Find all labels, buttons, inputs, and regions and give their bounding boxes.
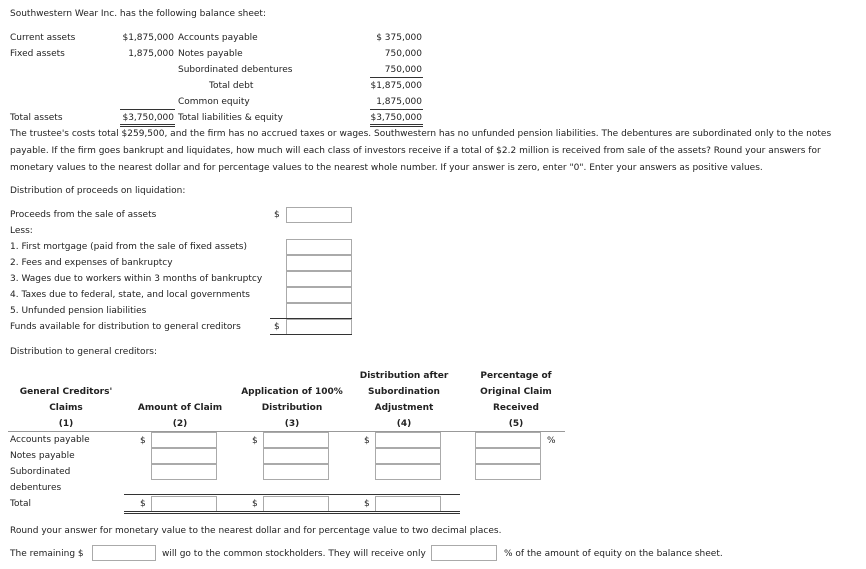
deduction-item-3: 3. Wages due to workers within 3 months of bankruptcy (10, 274, 263, 284)
first-mortgage-input[interactable] (286, 239, 352, 255)
row-debentures: debentures (10, 483, 62, 493)
col5-line3: Received (493, 403, 539, 413)
funds-dollar: $ (274, 322, 280, 332)
current-assets-value: $1,875,000 (122, 33, 174, 43)
col4-line4: (4) (396, 419, 412, 429)
accounts-payable-label: Accounts payable (178, 33, 258, 43)
remaining-suffix: % of the amount of equity on the balance sheet. (504, 549, 723, 559)
subordinated-label: Subordinated debentures (178, 65, 293, 75)
pension-input[interactable] (286, 303, 352, 319)
col3-line1: Application of 100% (241, 387, 343, 397)
current-assets-label: Current assets (10, 33, 76, 43)
sd-pct-input[interactable] (475, 464, 541, 480)
equity-percent-input[interactable] (431, 545, 497, 561)
row-notes-payable: Notes payable (10, 451, 75, 461)
col1-line3: (1) (58, 419, 74, 429)
total-dist-dollar: $ (252, 499, 258, 509)
taxes-input[interactable] (286, 287, 352, 303)
proceeds-dollar: $ (274, 210, 280, 220)
np-dist-input[interactable] (263, 448, 329, 464)
remaining-amount-input[interactable] (92, 545, 156, 561)
ap-dist-input[interactable] (263, 432, 329, 448)
fixed-assets-value: 1,875,000 (128, 49, 174, 59)
equity-rule (370, 109, 423, 110)
col1-line1: General Creditors' (19, 387, 113, 397)
common-equity-value: 1,875,000 (376, 97, 422, 107)
common-equity-label: Common equity (178, 97, 250, 107)
col2-line2: (2) (172, 419, 188, 429)
subordinated-value: 750,000 (384, 65, 422, 75)
col4-line3: Adjustment (374, 403, 434, 413)
np-claim-input[interactable] (151, 448, 217, 464)
total-rule-bottom-1 (124, 511, 460, 512)
col5-line2: Original Claim (480, 387, 552, 397)
col3-line2: Distribution (261, 403, 323, 413)
sd-claim-input[interactable] (151, 464, 217, 480)
col5-line4: (5) (508, 419, 524, 429)
total-dist-input[interactable] (263, 496, 329, 512)
general-heading: Distribution to general creditors: (10, 347, 157, 357)
total-claim-dollar: $ (140, 499, 146, 509)
remaining-prefix: The remaining $ (10, 549, 84, 559)
ap-adj-input[interactable] (375, 432, 441, 448)
sd-dist-input[interactable] (263, 464, 329, 480)
question-text: The trustee's costs total $259,500, and the firm has no accrued taxes or wages. Southwestern has no unfunded pension liabilities. The debentures are subordinated only to the notes payable. If the firm goes bankrupt and liquidates, how much will each class of investors receive if a total of $2.2 million is received from sale of the assets? Round your answers for monetary values to the nearest dollar and for percentage values to the nearest whole number. If your answer is zero, enter "0". Enter your answers as positive values. (10, 129, 832, 173)
accounts-payable-value: $ 375,000 (376, 33, 422, 43)
funds-input[interactable] (286, 319, 352, 335)
ap-dist-dollar: $ (252, 436, 258, 446)
col1-line2: Claims (49, 403, 83, 413)
deduction-item-1: 1. First mortgage (paid from the sale of fixed assets) (10, 242, 247, 252)
total-adj-input[interactable] (375, 496, 441, 512)
total-le-label: Total liabilities & equity (178, 113, 283, 123)
subtotal-rule (370, 77, 423, 78)
col2-line1: Amount of Claim (137, 403, 223, 413)
fixed-assets-label: Fixed assets (10, 49, 65, 59)
total-assets-value: $3,750,000 (122, 113, 174, 123)
deduction-item-2: 2. Fees and expenses of bankruptcy (10, 258, 173, 268)
row-accounts-payable: Accounts payable (10, 435, 90, 445)
funds-rule-bottom (270, 334, 352, 335)
col4-line1: Distribution after (359, 371, 449, 381)
deduction-item-5: 5. Unfunded pension liabilities (10, 306, 147, 316)
total-rule-top (124, 494, 460, 495)
ap-pct-input[interactable] (475, 432, 541, 448)
assets-double-rule-1 (120, 124, 175, 125)
intro-text: Southwestern Wear Inc. has the following balance sheet: (10, 9, 266, 19)
distribution-heading: Distribution of proceeds on liquidation: (10, 186, 186, 196)
notes-payable-label: Notes payable (178, 49, 243, 59)
bankruptcy-fees-input[interactable] (286, 255, 352, 271)
remaining-mid: will go to the common stockholders. They will receive only (162, 549, 426, 559)
assets-rule (120, 109, 175, 110)
proceeds-input[interactable] (286, 207, 352, 223)
row-subordinated: Subordinated (10, 467, 71, 477)
notes-payable-value: 750,000 (384, 49, 422, 59)
np-pct-input[interactable] (475, 448, 541, 464)
funds-label: Funds available for distribution to general creditors (10, 322, 241, 332)
le-double-rule-1 (370, 124, 423, 125)
total-debt-value: $1,875,000 (370, 81, 422, 91)
total-assets-label: Total assets (10, 113, 63, 123)
ap-percent-sign: % (547, 436, 556, 446)
total-claim-input[interactable] (151, 496, 217, 512)
total-debt-label: Total debt (209, 81, 254, 91)
col4-line2: Subordination (368, 387, 440, 397)
col3-line3: (3) (284, 419, 300, 429)
ap-claim-dollar: $ (140, 436, 146, 446)
total-le-value: $3,750,000 (370, 113, 422, 123)
wages-input[interactable] (286, 271, 352, 287)
less-label: Less: (10, 226, 33, 236)
proceeds-label: Proceeds from the sale of assets (10, 210, 157, 220)
round-note: Round your answer for monetary value to the nearest dollar and for percentage value to two decimal places. (10, 526, 502, 536)
sd-adj-input[interactable] (375, 464, 441, 480)
total-rule-bottom-2 (124, 513, 460, 514)
ap-claim-input[interactable] (151, 432, 217, 448)
col5-line1: Percentage of (480, 371, 552, 381)
total-adj-dollar: $ (364, 499, 370, 509)
np-adj-input[interactable] (375, 448, 441, 464)
total-label: Total (10, 499, 32, 509)
ap-adj-dollar: $ (364, 436, 370, 446)
deduction-item-4: 4. Taxes due to federal, state, and local governments (10, 290, 250, 300)
